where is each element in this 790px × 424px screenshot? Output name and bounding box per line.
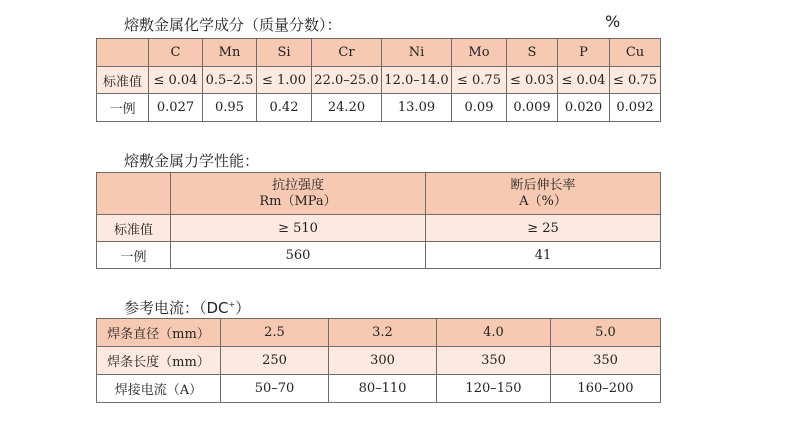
table-cell: 2.5 <box>221 319 329 347</box>
table-cell: 24.20 <box>312 94 382 122</box>
table-cell: 22.0–25.0 <box>312 67 382 94</box>
reference-current-table <box>96 318 661 403</box>
row-label: 一例 <box>97 242 171 269</box>
table-row <box>97 67 661 94</box>
table-header-row <box>97 39 661 67</box>
header-cell <box>426 173 661 215</box>
header-cell: Si <box>257 39 312 67</box>
table-cell: 0.95 <box>203 94 257 122</box>
table-cell: 160–200 <box>551 375 661 403</box>
header-cell: Mo <box>452 39 507 67</box>
row-label: 焊条长度（mm） <box>97 347 221 375</box>
chem-composition-title: 熔敷金属化学成分（质量分数）： <box>124 16 342 34</box>
table-cell: 0.42 <box>257 94 312 122</box>
row-label: 标准值 <box>97 215 171 242</box>
reference-current-title <box>124 297 250 318</box>
table-cell: ≤ 0.75 <box>610 67 661 94</box>
header-cell <box>171 173 426 215</box>
table-cell: 13.09 <box>382 94 452 122</box>
table-header-row <box>97 173 661 215</box>
table-cell: 5.0 <box>551 319 661 347</box>
table-cell: 350 <box>437 347 551 375</box>
header-cell: S <box>507 39 558 67</box>
header-cell: Mn <box>203 39 257 67</box>
table-cell: ≥ 25 <box>426 215 661 242</box>
table-cell: 41 <box>426 242 661 269</box>
header-cell: Ni <box>382 39 452 67</box>
table-cell: 350 <box>551 347 661 375</box>
table-cell: 560 <box>171 242 426 269</box>
table-cell: 0.020 <box>558 94 610 122</box>
table-cell: 12.0–14.0 <box>382 67 452 94</box>
header-cell: Cr <box>312 39 382 67</box>
chem-composition-table <box>96 38 661 122</box>
header-cell <box>97 173 171 215</box>
table-cell: 3.2 <box>329 319 437 347</box>
table-row <box>97 347 661 375</box>
table-cell: ≤ 0.04 <box>558 67 610 94</box>
table-cell: ≥ 510 <box>171 215 426 242</box>
table-row <box>97 375 661 403</box>
header-line: 抗拉强度 <box>271 177 324 193</box>
title-end: ） <box>235 299 251 317</box>
header-cell: C <box>149 39 203 67</box>
table-cell: 80–110 <box>329 375 437 403</box>
row-label: 标准值 <box>97 67 149 94</box>
table-cell: ≤ 0.03 <box>507 67 558 94</box>
table-row <box>97 242 661 269</box>
header-cell <box>97 39 149 67</box>
table-cell: 120–150 <box>437 375 551 403</box>
header-line: 断后伸长率 <box>510 177 576 193</box>
table-row <box>97 94 661 122</box>
unit-label: % <box>605 12 621 31</box>
mech-properties-title: 熔敷金属力学性能： <box>124 152 260 170</box>
table-cell: ≤ 0.04 <box>149 67 203 94</box>
table-cell: 0.5–2.5 <box>203 67 257 94</box>
table-row <box>97 215 661 242</box>
table-cell: ≤ 1.00 <box>257 67 312 94</box>
table-cell: 0.09 <box>452 94 507 122</box>
row-label: 焊条直径（mm） <box>97 319 221 347</box>
table-cell: 4.0 <box>437 319 551 347</box>
header-cell: P <box>558 39 610 67</box>
row-label: 焊接电流（A） <box>97 375 221 403</box>
row-label: 一例 <box>97 94 149 122</box>
table-cell: 300 <box>329 347 437 375</box>
table-cell: 0.092 <box>610 94 661 122</box>
header-line: Rm（MPa） <box>259 193 337 209</box>
mech-properties-table <box>96 172 661 269</box>
table-cell: 250 <box>221 347 329 375</box>
table-row <box>97 319 661 347</box>
header-cell: Cu <box>610 39 661 67</box>
header-line: A（%） <box>519 193 567 209</box>
table-cell: 50–70 <box>221 375 329 403</box>
table-cell: 0.009 <box>507 94 558 122</box>
table-cell: ≤ 0.75 <box>452 67 507 94</box>
dc-plus-sup: + <box>228 300 236 309</box>
title-text: 参考电流：（DC <box>124 299 229 317</box>
table-cell: 0.027 <box>149 94 203 122</box>
